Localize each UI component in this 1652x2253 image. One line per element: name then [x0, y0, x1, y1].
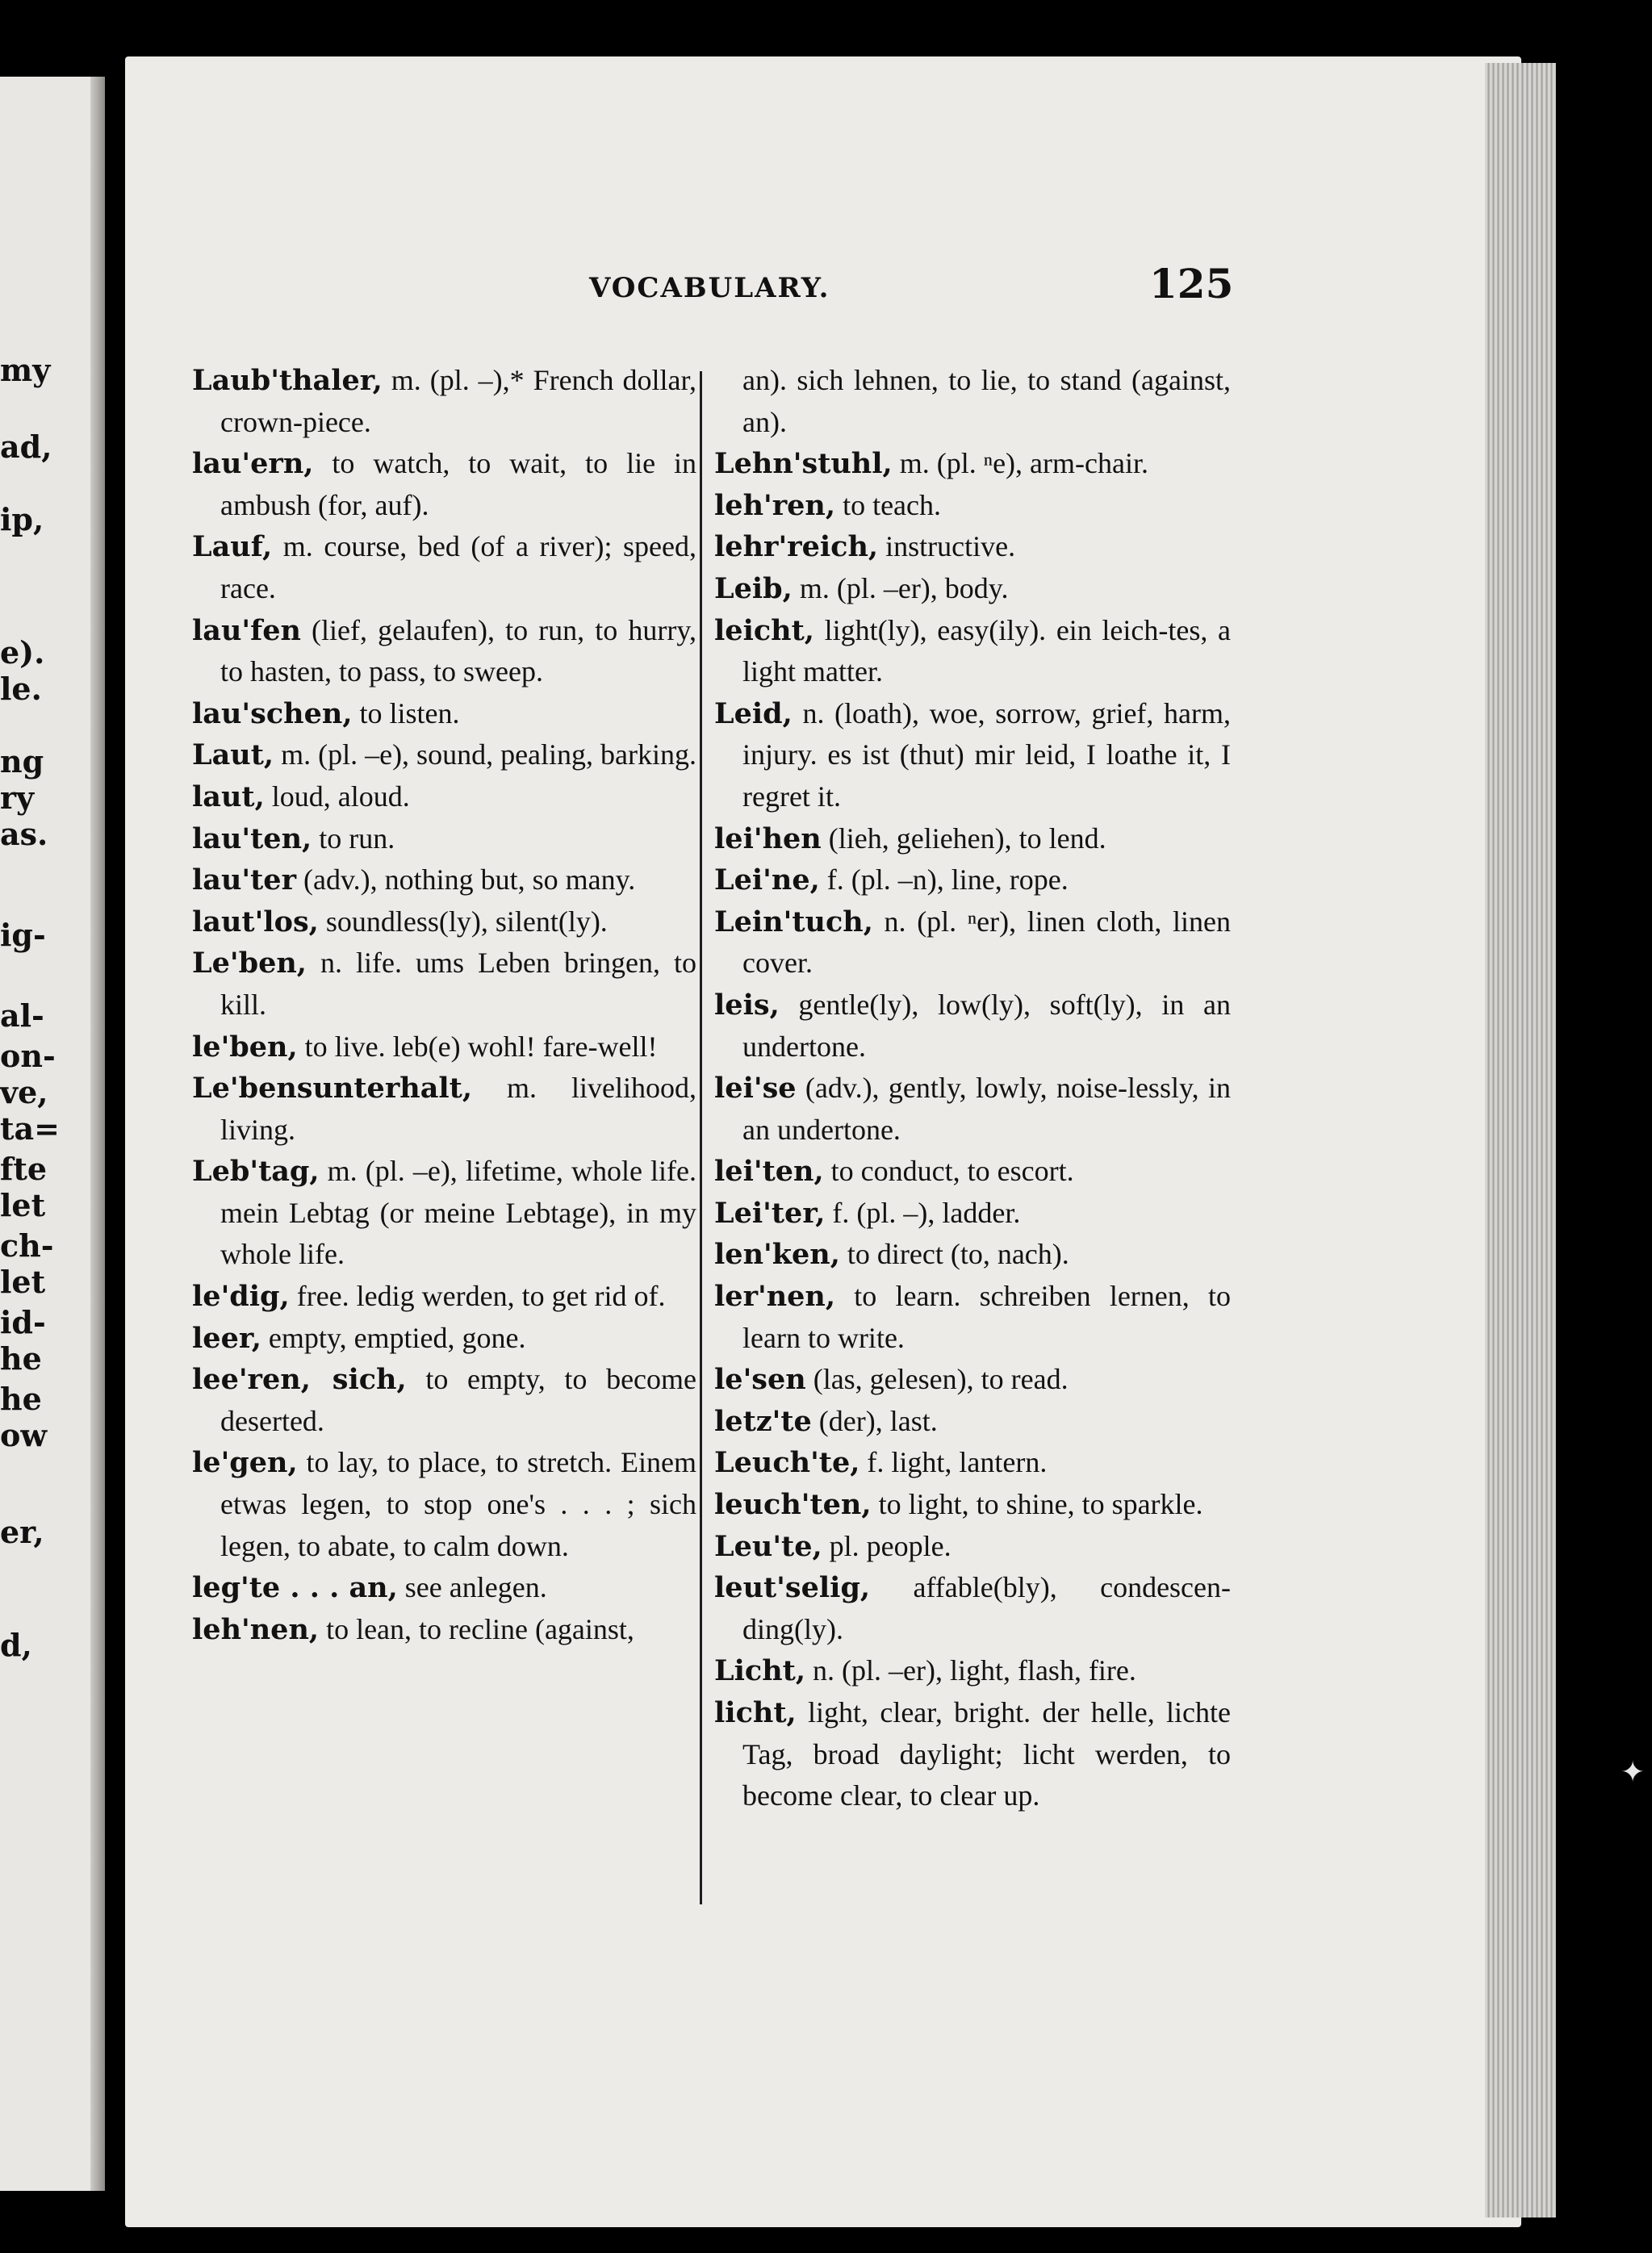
entry-headword: Leuch'te, [714, 1446, 860, 1480]
entry-definition: m. (pl. –e), sound, pealing, barking. [274, 738, 696, 771]
dictionary-entry [714, 1401, 1231, 1443]
previous-page [0, 77, 105, 2191]
entry-headword: Laub'thaler, [192, 364, 383, 397]
entry-definition: empty, emptied, gone. [261, 1321, 526, 1354]
dictionary-entry [192, 943, 696, 1026]
dictionary-entry [714, 1567, 1231, 1650]
previous-page-fragment: ad, [0, 428, 52, 465]
entry-definition: n. (pl. ⁿer), linen cloth, linen cover. [742, 905, 1231, 980]
entry-definition: f. (pl. –), ladder. [825, 1196, 1021, 1229]
previous-page-fragment: id- [0, 1304, 46, 1340]
entry-headword: Lein'tuch, [714, 905, 873, 938]
previous-page-fragment: ip, [0, 501, 44, 537]
entry-headword: le'ben, [192, 1030, 298, 1064]
entry-headword: lau'ten, [192, 821, 312, 855]
entry-headword: laut, [192, 780, 265, 813]
dictionary-entry [714, 1484, 1231, 1526]
entry-definition: m. (pl. –er), body. [792, 571, 1009, 604]
entry-definition: gentle(ly), low(ly), soft(ly), in an undertone. [742, 988, 1231, 1063]
dictionary-entry [714, 1442, 1231, 1484]
previous-page-fragment: er, [0, 1514, 44, 1550]
entry-headword: leis, [714, 988, 780, 1022]
previous-page-fragment: he [0, 1340, 42, 1377]
dictionary-entry [714, 1151, 1231, 1193]
previous-page-fragment: le. [0, 671, 42, 707]
entry-definition: to run. [312, 821, 395, 855]
previous-page-fragment: ry [0, 780, 35, 816]
entry-definition: light, clear, bright. der helle, lichte Tag, broad daylight; licht werden, to become clear, to clear up. [742, 1696, 1231, 1812]
left-column [192, 360, 696, 1650]
entry-headword: len'ken, [714, 1238, 840, 1272]
entry-definition: (lief, gelaufen), to run, to hurry, to hasten, to pass, to sweep. [220, 613, 696, 688]
entry-definition: f. light, lantern. [859, 1446, 1048, 1479]
dictionary-entry [714, 693, 1231, 818]
entry-headword: laut'los, [192, 905, 319, 938]
entry-headword: licht, [714, 1696, 797, 1729]
dictionary-entry [192, 693, 696, 735]
dictionary-entry [714, 1276, 1231, 1359]
entry-headword: leuch'ten, [714, 1488, 872, 1522]
previous-page-fragment: as. [0, 816, 48, 852]
entry-definition: f. (pl. –n), line, rope. [819, 863, 1069, 897]
dictionary-entry [192, 1026, 696, 1068]
previous-page-fragment: ow [0, 1417, 48, 1453]
entry-headword: lei'hen [714, 821, 822, 855]
previous-page-fragment: fte [0, 1151, 48, 1187]
dictionary-entry [192, 734, 696, 776]
entry-headword: le'sen [714, 1363, 806, 1397]
entry-definition: see anlegen. [397, 1571, 547, 1604]
previous-page-fragment: let [0, 1264, 46, 1300]
dictionary-entry [192, 818, 696, 860]
running-head: VOCABULARY. [589, 272, 830, 304]
entry-definition: to lay, to place, to stretch. Einem etwas legen, to stop one's . . . ; sich legen, to abate, to calm down. [220, 1446, 696, 1562]
entry-headword: lau'ern, [192, 447, 314, 481]
column-divider [700, 371, 702, 1904]
entry-headword: leer, [192, 1321, 261, 1355]
dictionary-entry [192, 859, 696, 901]
previous-page-fragment: ta= [0, 1110, 61, 1147]
entry-headword: le'dig, [192, 1280, 290, 1314]
entry-definition: m. course, bed (of a river); speed, race. [220, 530, 696, 604]
entry-definition: instructive. [878, 530, 1016, 563]
entry-headword: letz'te [714, 1404, 812, 1438]
entry-headword: Laut, [192, 738, 274, 772]
dictionary-entry [714, 1234, 1231, 1276]
entry-definition: free. ledig werden, to get rid of. [289, 1280, 666, 1313]
dictionary-entry [714, 901, 1231, 984]
dictionary-entry [714, 1650, 1231, 1692]
entry-headword: ler'nen, [714, 1280, 836, 1314]
page-gutter [90, 77, 105, 2191]
entry-headword: leicht, [714, 613, 814, 647]
dictionary-entry [714, 1526, 1231, 1568]
dictionary-entry [714, 1359, 1231, 1401]
entry-definition: soundless(ly), silent(ly). [318, 905, 608, 938]
dictionary-entry [714, 818, 1231, 860]
entry-headword: Licht, [714, 1654, 806, 1688]
entry-definition: m. (pl. –e), lifetime, whole life. mein Lebtag (or meine Lebtage), in my whole life. [220, 1155, 696, 1271]
entry-headword: le'gen, [192, 1446, 298, 1480]
entry-definition: to conduct, to escort. [823, 1155, 1074, 1188]
dictionary-entry [714, 568, 1231, 610]
entry-headword: Leu'te, [714, 1529, 822, 1563]
dictionary-entry [714, 1692, 1231, 1817]
entry-definition: affable(bly), condescen-ding(ly). [742, 1571, 1231, 1645]
previous-page-fragment: al- [0, 997, 44, 1034]
entry-definition: (adv.), gently, lowly, noise-lessly, in an undertone. [742, 1072, 1231, 1146]
entry-headword: leut'selig, [714, 1571, 871, 1605]
entry-headword: Leb'tag, [192, 1155, 320, 1189]
entry-headword: lei'se [714, 1072, 797, 1106]
dictionary-entry [714, 1193, 1231, 1235]
dictionary-entry [192, 776, 696, 818]
entry-definition: to empty, to become deserted. [220, 1363, 697, 1437]
entry-definition: m. (pl. ⁿe), arm-chair. [892, 447, 1148, 480]
scan-mark: ✦ [1621, 1756, 1646, 1789]
entry-definition: n. (loath), woe, sorrow, grief, harm, injury. es ist (thut) mir leid, I loathe it, I regret it. [742, 696, 1231, 813]
previous-page-fragment: let [0, 1187, 46, 1223]
dictionary-entry [192, 1276, 696, 1318]
entry-headword: Lauf, [192, 530, 273, 564]
entry-headword: lei'ten, [714, 1155, 824, 1189]
entry-definition: n. life. ums Leben bringen, to kill. [220, 947, 696, 1021]
entry-definition: pl. people. [822, 1529, 951, 1562]
entry-headword: leh'ren, [714, 488, 836, 522]
entry-headword: Lei'ne, [714, 863, 820, 897]
dictionary-entry [714, 360, 1231, 443]
dictionary-entry [714, 610, 1231, 693]
right-column [714, 360, 1231, 1817]
entry-headword: Le'bensunterhalt, [192, 1072, 473, 1106]
entry-definition: loud, aloud. [264, 780, 410, 813]
dictionary-entry [714, 443, 1231, 485]
previous-page-fragment: d, [0, 1627, 32, 1663]
entry-definition: to learn. schreiben lernen, to learn to write. [742, 1280, 1231, 1354]
entry-headword: lau'fen [192, 613, 301, 647]
entry-definition: to listen. [352, 696, 460, 729]
entry-headword: leh'nen, [192, 1612, 320, 1646]
dictionary-entry [714, 1068, 1231, 1151]
dictionary-entry [192, 443, 696, 526]
entry-definition: to teach. [835, 488, 942, 521]
entry-definition: to light, to shine, to sparkle. [871, 1488, 1203, 1521]
dictionary-entry [192, 901, 696, 943]
entry-definition: n. (pl. –er), light, flash, fire. [805, 1654, 1136, 1687]
entry-definition: to live. leb(e) wohl! fare-well! [297, 1030, 658, 1063]
dictionary-entry [714, 526, 1231, 568]
dictionary-entry [192, 1609, 696, 1651]
previous-page-fragment: ng [0, 743, 44, 780]
entry-headword: Lei'ter, [714, 1196, 826, 1230]
previous-page-fragment: ch- [0, 1227, 54, 1264]
previous-page-fragment: my [0, 352, 51, 388]
entry-headword: leg'te . . . an, [192, 1571, 398, 1605]
entry-headword: lee'ren, sich, [192, 1363, 407, 1397]
dictionary-entry [192, 1567, 696, 1609]
entry-definition: (der), last. [811, 1404, 938, 1437]
entry-definition: to watch, to wait, to lie in ambush (for, auf). [220, 447, 696, 521]
dictionary-entry [192, 610, 696, 693]
previous-page-fragment: ig- [0, 917, 46, 953]
dictionary-entry [714, 859, 1231, 901]
page-number: 125 [1149, 260, 1234, 307]
entry-headword: Leid, [714, 696, 793, 730]
entry-definition: (las, gelesen), to read. [805, 1363, 1069, 1396]
dictionary-entry [192, 526, 696, 609]
entry-definition: to direct (to, nach). [839, 1238, 1069, 1271]
dictionary-entry [192, 1151, 696, 1276]
entry-headword: lehr'reich, [714, 530, 879, 564]
previous-page-fragment: on- [0, 1038, 56, 1074]
previous-page-fragment: he [0, 1381, 42, 1417]
entry-headword: Lehn'stuhl, [714, 447, 893, 481]
dictionary-entry [192, 1318, 696, 1360]
entry-headword: Leib, [714, 571, 793, 605]
entry-headword: Le'ben, [192, 947, 307, 980]
entry-definition: (adv.), nothing but, so many. [296, 863, 636, 897]
dictionary-entry [714, 984, 1231, 1068]
entry-definition: (lieh, geliehen), to lend. [821, 821, 1106, 855]
page-edge-stack [1485, 63, 1556, 2217]
entry-definition: light(ly), easy(ily). ein leich-tes, a light matter. [742, 613, 1231, 688]
dictionary-entry [192, 1359, 696, 1442]
entry-definition: m. (pl. –),* French dollar, crown-piece. [220, 364, 696, 438]
dictionary-entry [714, 485, 1231, 527]
previous-page-fragment: e). [0, 634, 45, 671]
entry-definition: to lean, to recline (against, [319, 1612, 634, 1645]
entry-definition: an). sich lehnen, to lie, to stand (against, an). [742, 364, 1231, 438]
previous-page-fragment: ve, [0, 1074, 48, 1110]
entry-headword: lau'schen, [192, 696, 353, 730]
entry-definition: m. livelihood, living. [220, 1072, 696, 1146]
entry-headword: lau'ter [192, 863, 297, 897]
dictionary-entry [192, 1442, 696, 1567]
dictionary-entry [192, 360, 696, 443]
dictionary-entry [192, 1068, 696, 1151]
